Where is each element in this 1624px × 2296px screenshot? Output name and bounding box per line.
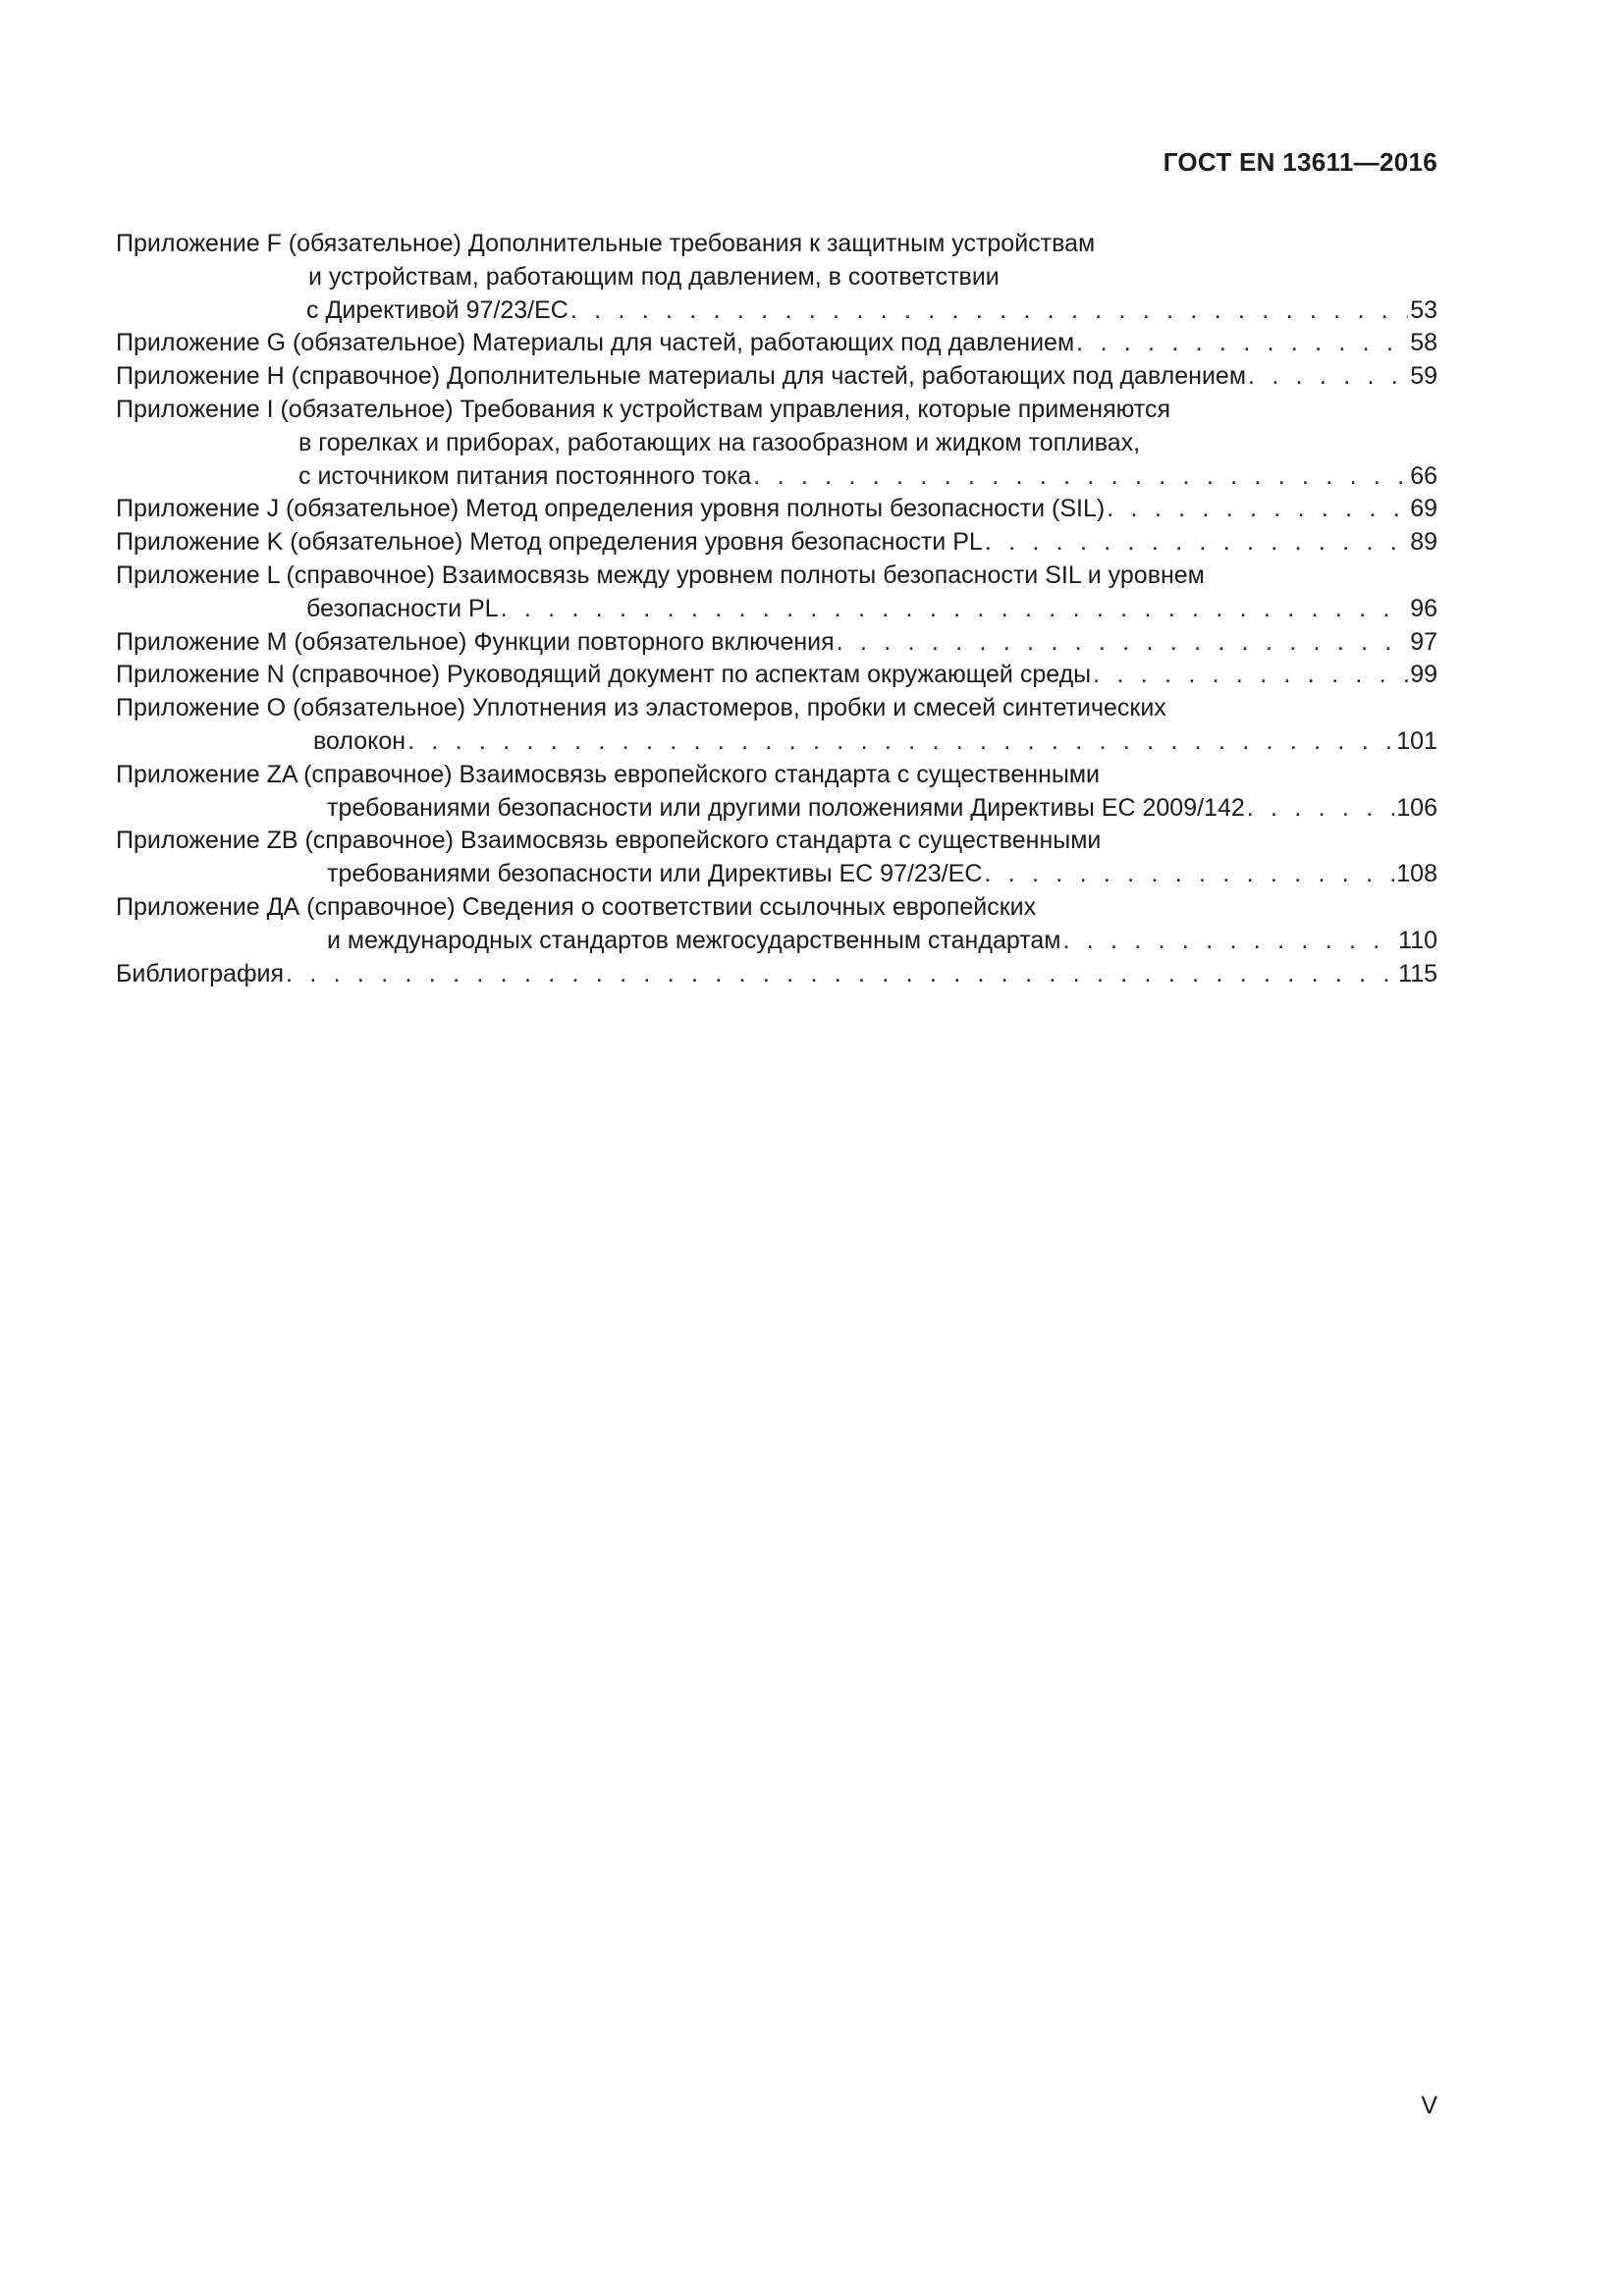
dot-leader	[407, 725, 1394, 759]
dot-leader	[985, 526, 1408, 560]
toc-page-number: 97	[1410, 627, 1437, 656]
dot-leader	[1248, 360, 1408, 394]
toc-page-number: 106	[1396, 793, 1437, 822]
toc-entry-last-line	[116, 792, 1437, 826]
toc-entry-annex-zb[interactable]	[116, 825, 1437, 891]
toc-entry-text: Приложение N (справочное) Руководящий документ по аспектам окружающей среды	[116, 661, 1092, 689]
toc-entry-last-line	[116, 659, 1437, 692]
toc-page-number: 101	[1396, 726, 1437, 755]
toc-entry-text: Приложение Н (справочное) Дополнительные материалы для частей, работающих под давлением	[116, 362, 1247, 391]
toc-page-number: 108	[1396, 860, 1437, 888]
toc-entry-annex-n[interactable]	[116, 659, 1437, 692]
toc-page-number: 66	[1410, 461, 1437, 490]
toc-entry-last-line	[116, 526, 1437, 560]
document-header: ГОСТ EN 13611—2016	[1163, 147, 1437, 177]
toc-entry-line: Приложение О (обязательное) Уплотнения из эластомеров, пробки и смесей синтетических	[116, 694, 1166, 722]
toc-entry-text: с Директивой 97/23/ЕС	[306, 295, 568, 324]
toc-page-number: 53	[1410, 295, 1437, 324]
toc-entry-annex-g[interactable]	[116, 327, 1437, 360]
toc-page-number: 96	[1410, 594, 1437, 622]
toc-entry-last-line	[116, 626, 1437, 660]
toc-page-number: 58	[1410, 329, 1437, 357]
toc-entry-text: Приложение М (обязательное) Функции повторного включения	[116, 627, 835, 656]
toc-entry-annex-l[interactable]	[116, 560, 1437, 626]
toc-entry-line: Приложение ZA (справочное) Взаимосвязь европейского стандарта с существенными	[116, 760, 1101, 788]
toc-page-number: 89	[1410, 528, 1437, 557]
toc-entry-annex-j[interactable]	[116, 493, 1437, 526]
toc-page-number: 59	[1410, 362, 1437, 391]
dot-leader	[1093, 659, 1408, 692]
toc-entry-last-line	[116, 593, 1437, 626]
toc-entry-line: и устройствам, работающим под давлением, в соответствии	[308, 262, 1000, 291]
toc-entry-last-line	[116, 294, 1437, 328]
dot-leader	[1107, 493, 1408, 526]
dot-leader	[837, 626, 1408, 660]
toc-entry-text: с источником питания постоянного тока	[298, 461, 752, 490]
toc-entry-last-line	[116, 858, 1437, 891]
toc-page-number: 69	[1410, 495, 1437, 523]
dot-leader	[1062, 925, 1396, 958]
toc-entry-last-line	[116, 493, 1437, 526]
toc-entry-last-line	[116, 958, 1437, 991]
toc-entry-text: требованиями безопасности или другими положениями Директивы ЕС 2009/142	[327, 793, 1245, 822]
toc-page-number: 99	[1410, 661, 1437, 689]
toc-entry-bibliography[interactable]	[116, 958, 1437, 991]
toc-entry-line: Приложение L (справочное) Взаимосвязь между уровнем полноты безопасности SIL и уровнем	[116, 561, 1205, 589]
dot-leader	[501, 593, 1409, 626]
toc-entry-annex-m[interactable]	[116, 626, 1437, 660]
toc-entry-annex-k[interactable]	[116, 526, 1437, 560]
page-number: V	[1421, 2092, 1437, 2119]
toc-entry-annex-f[interactable]	[116, 228, 1437, 327]
toc-page-number: 110	[1398, 926, 1437, 954]
toc-entry-line: в горелках и приборах, работающих на газообразном и жидком топливах,	[298, 428, 1141, 456]
dot-leader	[1247, 792, 1395, 826]
toc-entry-line: Приложение I (обязательное) Требования к устройствам управления, которые применяются	[116, 395, 1171, 423]
toc-entry-annex-da[interactable]	[116, 891, 1437, 958]
toc-entry-annex-za[interactable]	[116, 759, 1437, 826]
toc-entry-text: волокон	[313, 726, 406, 755]
toc-entry-line: Приложение F (обязательное) Дополнительные требования к защитным устройствам	[116, 230, 1096, 257]
toc-entry-last-line	[116, 327, 1437, 360]
toc-entry-annex-i[interactable]	[116, 394, 1437, 493]
toc-page-number: 115	[1398, 959, 1437, 988]
toc-entry-text: безопасности PL	[306, 594, 499, 622]
dot-leader	[570, 294, 1408, 328]
dot-leader	[753, 460, 1408, 494]
toc-entry-annex-h[interactable]	[116, 360, 1437, 394]
toc-entry-last-line	[116, 360, 1437, 394]
toc-entry-annex-o[interactable]	[116, 692, 1437, 759]
toc-entry-last-line	[116, 460, 1437, 494]
toc-entry-text: требованиями безопасности или Директивы ЕС 97/23/ЕС	[327, 860, 983, 888]
toc-entry-text: Приложение J (обязательное) Метод определения уровня полноты безопасности (SIL)	[116, 495, 1106, 523]
toc-entry-text: Приложение G (обязательное) Материалы для частей, работающих под давлением	[116, 329, 1075, 357]
toc-entry-line: Приложение ДА (справочное) Сведения о соответствии ссылочных европейских	[116, 892, 1037, 921]
dot-leader	[286, 958, 1396, 991]
toc-entry-line: Приложение ZB (справочное) Взаимосвязь европейского стандарта с существенными	[116, 827, 1102, 855]
toc-entry-text: Библиография	[116, 959, 285, 988]
dot-leader	[1076, 327, 1408, 360]
table-of-contents	[116, 228, 1437, 990]
toc-entry-text: и международных стандартов межгосударственным стандартам	[327, 926, 1061, 954]
toc-entry-last-line	[116, 925, 1437, 958]
dot-leader	[984, 858, 1394, 891]
toc-entry-text: Приложение K (обязательное) Метод определения уровня безопасности PL	[116, 528, 983, 557]
toc-entry-last-line	[116, 725, 1437, 759]
